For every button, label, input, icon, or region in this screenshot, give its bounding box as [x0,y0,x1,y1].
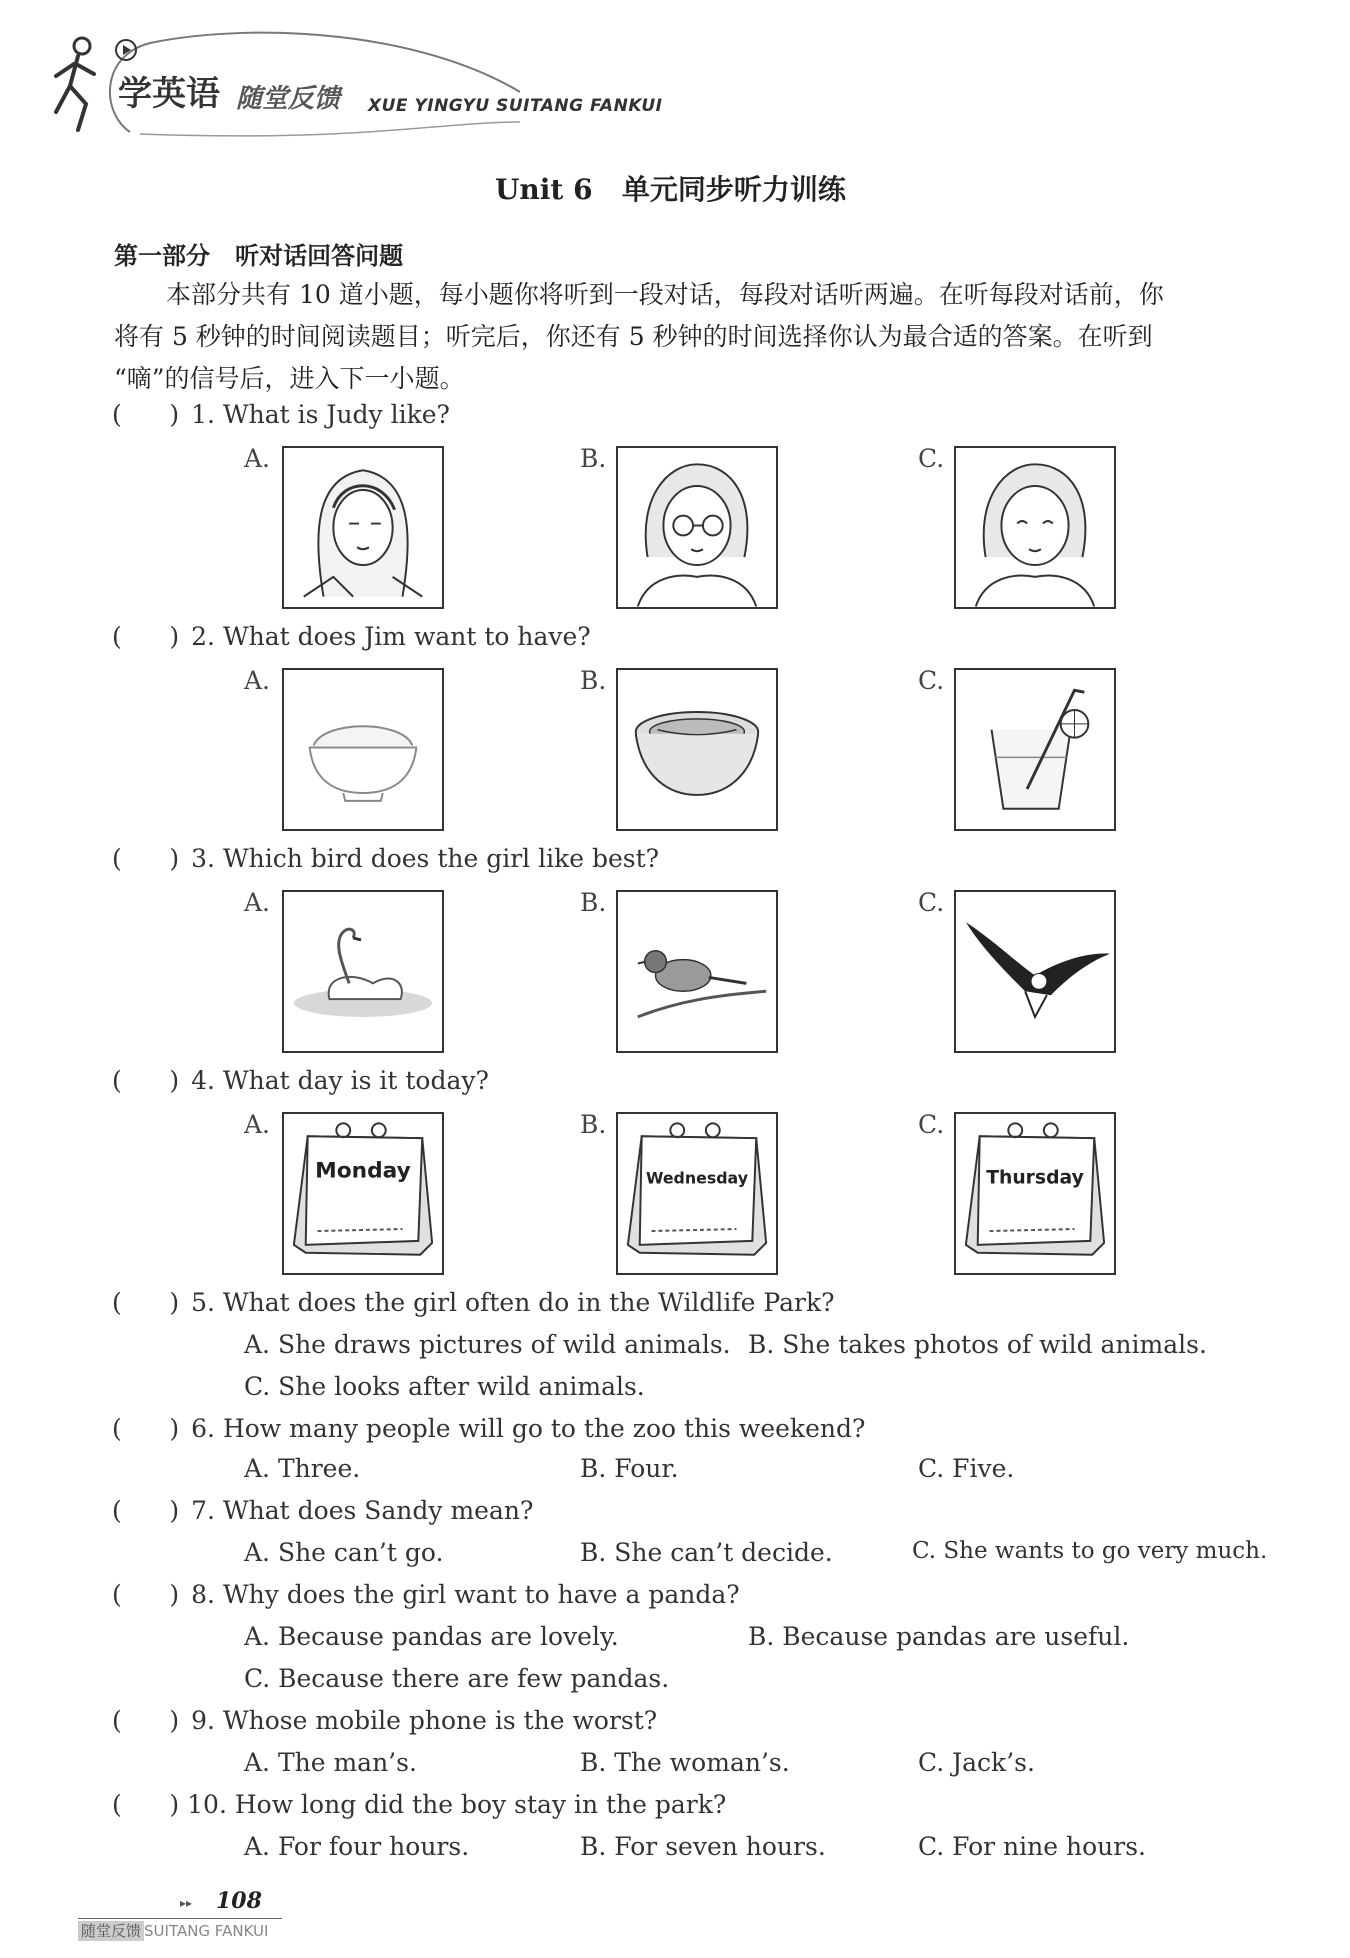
calendar-icon [956,1114,1114,1273]
question-3 [112,844,659,873]
question-text: What does the girl often do in the Wildlife Park? [222,1288,835,1317]
answer-blank[interactable]: ( ) [112,1706,180,1735]
noodle-bowl-icon [618,670,776,829]
option-b[interactable]: B. The woman’s. [580,1748,790,1777]
option-image-rice-bowl[interactable] [282,668,444,831]
answer-blank[interactable]: ( ) [112,1066,180,1095]
girl-short-hair-icon [956,448,1114,607]
option-image-girl-short-hair[interactable] [954,446,1116,609]
question-number: 7. [191,1496,215,1525]
question-number: 8. [191,1580,215,1609]
sparrow-icon [618,892,776,1051]
double-arrow-icon: ▸▸ [180,1896,193,1910]
option-label: A. [244,888,271,917]
section-heading: 第一部分 听对话回答问题 [114,242,404,270]
calendar-icon [618,1114,776,1273]
calendar-day-text: Thursday [986,1167,1084,1189]
question-number: 6. [191,1414,215,1443]
question-number: 1. [191,400,215,429]
question-8 [112,1580,740,1609]
option-label: C. [918,1110,945,1139]
option-label: B. [580,444,607,473]
girl-glasses-icon [618,448,776,607]
eagle-icon [956,892,1114,1051]
runner-icon [48,34,108,134]
question-text: Whose mobile phone is the worst? [222,1706,658,1735]
question-number: 5. [191,1288,215,1317]
question-text: How many people will go to the zoo this weekend? [222,1414,866,1443]
brand-sub: 随堂反馈 [236,84,341,114]
option-label: B. [580,888,607,917]
question-number: 4. [191,1066,215,1095]
question-6 [112,1414,865,1443]
question-number: 2. [191,622,215,651]
question-1 [112,400,450,429]
question-text: What is Judy like? [222,400,450,429]
page-number: 108 [216,1888,262,1914]
answer-blank[interactable]: ( ) [112,1414,180,1443]
question-4 [112,1066,489,1095]
option-c[interactable]: C. Five. [918,1454,1015,1483]
option-label: C. [918,444,945,473]
rice-bowl-icon [284,670,442,829]
option-image-swan[interactable] [282,890,444,1053]
option-b[interactable]: B. Four. [580,1454,679,1483]
option-a[interactable]: A. She can’t go. [244,1538,444,1567]
question-number: 3. [191,844,215,873]
option-a[interactable]: A. The man’s. [244,1748,417,1777]
option-c[interactable]: C. She wants to go very much. [912,1538,1268,1564]
answer-blank[interactable]: ( ) [112,1288,180,1317]
page-title: Unit 6 单元同步听力训练 [495,173,846,206]
answer-blank[interactable]: ( ) [112,622,180,651]
brand-pinyin: XUE YINGYU SUITANG FANKUI [368,96,663,116]
option-a[interactable]: A. She draws pictures of wild animals. [244,1330,731,1359]
play-icon [114,38,138,62]
calendar-icon [284,1114,442,1273]
question-text: How long did the boy stay in the park? [234,1790,727,1819]
option-b[interactable]: B. She takes photos of wild animals. [748,1330,1207,1359]
option-image-sparrow[interactable] [616,890,778,1053]
answer-blank[interactable]: ( ) [112,1790,180,1819]
footer-tag [78,1920,268,1941]
option-image-eagle[interactable] [954,890,1116,1053]
question-text: What does Jim want to have? [222,622,591,651]
option-b[interactable]: B. Because pandas are useful. [748,1622,1130,1651]
option-b[interactable]: B. She can’t decide. [580,1538,833,1567]
footer-tag-en: SUITANG FANKUI [144,1922,269,1940]
option-image-calendar-monday[interactable] [282,1112,444,1275]
option-image-long-hair-girl[interactable] [282,446,444,609]
option-label: C. [918,888,945,917]
question-text: Why does the girl want to have a panda? [222,1580,740,1609]
calendar-day-text: Monday [315,1158,411,1184]
option-a[interactable]: A. Three. [244,1454,361,1483]
option-image-noodle-bowl[interactable] [616,668,778,831]
question-2 [112,622,591,651]
question-5 [112,1288,835,1317]
calendar-day-text: Wednesday [645,1168,749,1188]
option-image-girl-glasses[interactable] [616,446,778,609]
section-intro [114,274,1264,400]
option-image-calendar-wednesday[interactable] [616,1112,778,1275]
option-a[interactable]: A. Because pandas are lovely. [244,1622,619,1651]
option-c[interactable]: C. Jack’s. [918,1748,1035,1777]
question-9 [112,1706,657,1735]
juice-glass-icon [956,670,1114,829]
option-label: B. [580,666,607,695]
long-hair-girl-icon [284,448,442,607]
answer-blank[interactable]: ( ) [112,1496,180,1525]
answer-blank[interactable]: ( ) [112,400,180,429]
option-c[interactable]: C. Because there are few pandas. [244,1664,670,1693]
intro-line: 本部分共有 10 道小题，每小题你将听到一段对话，每段对话听两遍。在听每段对话前，你 [166,280,1164,309]
answer-blank[interactable]: ( ) [112,844,180,873]
option-a[interactable]: A. For four hours. [244,1832,470,1861]
option-image-calendar-thursday[interactable] [954,1112,1116,1275]
intro-line: “嘀”的信号后，进入下一小题。 [114,364,465,393]
option-b[interactable]: B. For seven hours. [580,1832,826,1861]
question-text: What does Sandy mean? [222,1496,534,1525]
option-label: A. [244,444,271,473]
option-c[interactable]: C. For nine hours. [918,1832,1146,1861]
question-10 [112,1790,726,1819]
option-label: A. [244,1110,271,1139]
footer-rule [78,1918,282,1919]
question-text: What day is it today? [222,1066,489,1095]
option-label: C. [918,666,945,695]
option-label: A. [244,666,271,695]
question-7 [112,1496,533,1525]
question-text: Which bird does the girl like best? [222,844,660,873]
question-number: 9. [191,1706,215,1735]
option-label: B. [580,1110,607,1139]
footer-tag-cn: 随堂反馈 [78,1921,144,1941]
question-number: 10. [187,1790,227,1819]
intro-line: 将有 5 秒钟的时间阅读题目；听完后，你还有 5 秒钟的时间选择你认为最合适的答案。在听到 [114,322,1153,351]
swan-icon [284,892,442,1051]
answer-blank[interactable]: ( ) [112,1580,180,1609]
option-c[interactable]: C. She looks after wild animals. [244,1372,645,1401]
brand-main: 学英语 [118,74,220,114]
option-image-juice-glass[interactable] [954,668,1116,831]
